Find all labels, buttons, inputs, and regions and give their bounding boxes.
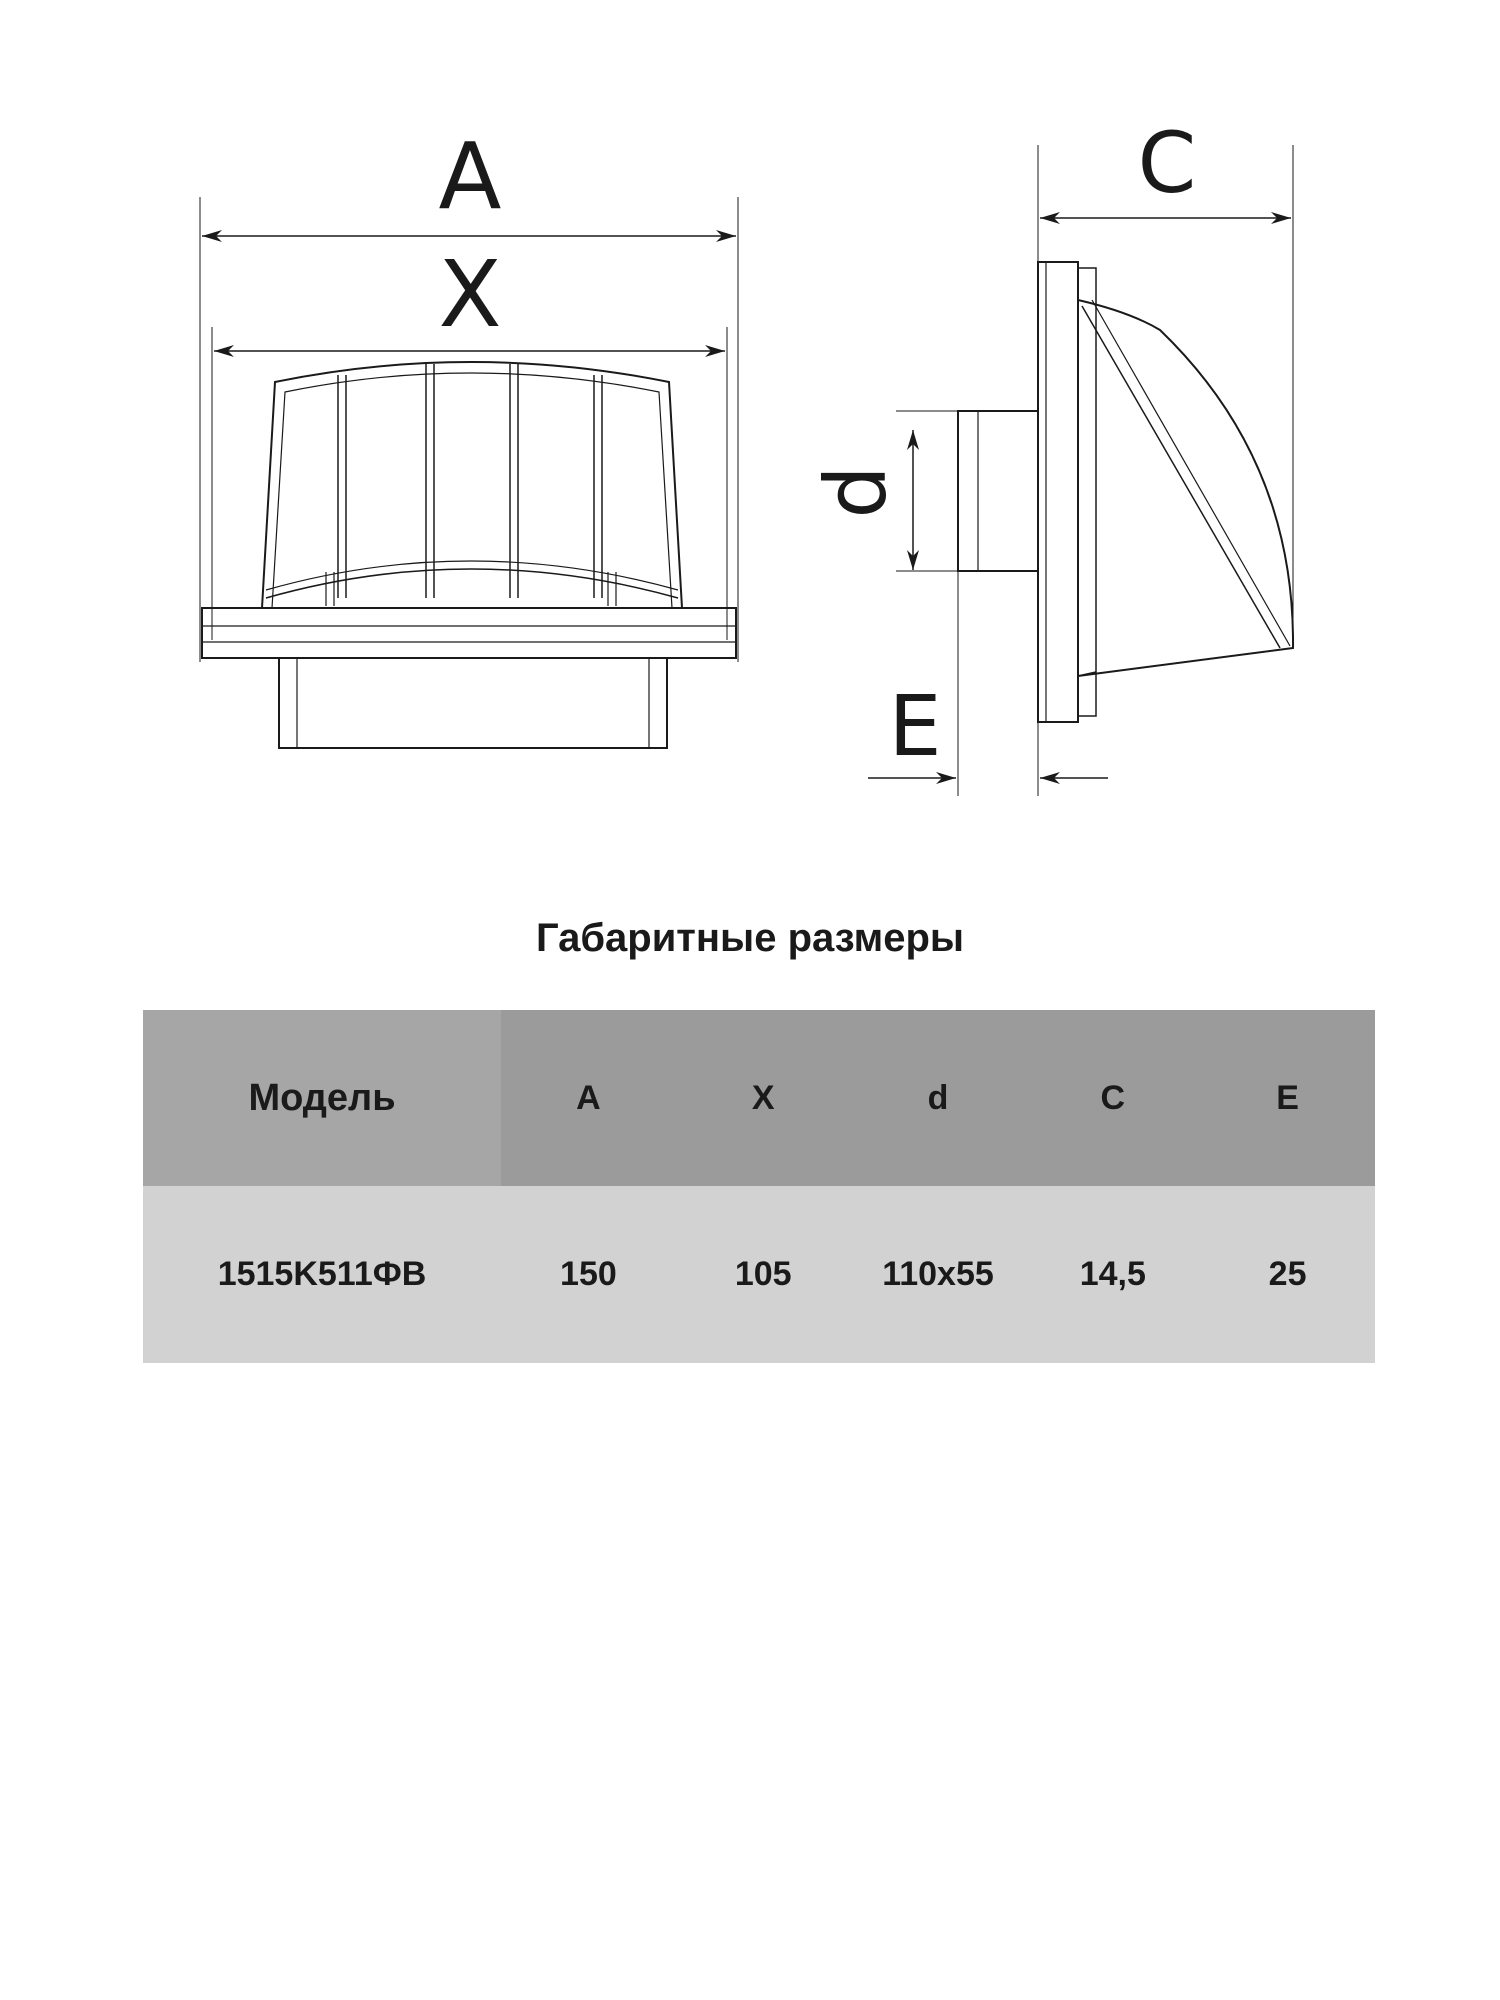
cell-a: 150	[560, 1255, 617, 1293]
header-c: C	[1100, 1078, 1126, 1117]
dimension-d	[807, 411, 958, 571]
side-spigot	[958, 411, 1038, 796]
table-header-row	[143, 1010, 1375, 1186]
front-flange	[202, 608, 736, 658]
dimension-e	[868, 677, 1108, 796]
cell-d: 110x55	[882, 1255, 994, 1293]
cell-c: 14,5	[1079, 1255, 1146, 1293]
label-e: E	[888, 677, 942, 775]
label-a: A	[438, 123, 502, 230]
header-x: X	[751, 1078, 775, 1117]
dimensions-table	[143, 1010, 1375, 1363]
table-row	[143, 1186, 1375, 1363]
side-hood	[1078, 300, 1293, 676]
front-hood	[262, 362, 682, 608]
header-a: A	[576, 1078, 601, 1117]
dimension-a	[200, 123, 738, 662]
cell-model: 1515K511ФB	[217, 1255, 427, 1293]
cell-x: 105	[734, 1255, 792, 1293]
cell-e: 25	[1268, 1255, 1307, 1293]
label-c: C	[1137, 114, 1197, 212]
dimension-x	[212, 241, 727, 640]
label-x: X	[438, 241, 502, 348]
header-model: Модель	[143, 1010, 501, 1186]
dimension-c	[1038, 114, 1293, 648]
header-e: E	[1276, 1078, 1299, 1117]
front-spigot	[279, 658, 667, 748]
label-d: d	[807, 465, 905, 519]
technical-drawing	[0, 0, 1500, 830]
header-d: d	[927, 1078, 949, 1117]
side-flange	[1038, 262, 1096, 722]
table-title: Габаритные размеры	[535, 916, 965, 960]
front-view	[200, 123, 738, 748]
side-view	[807, 114, 1293, 796]
